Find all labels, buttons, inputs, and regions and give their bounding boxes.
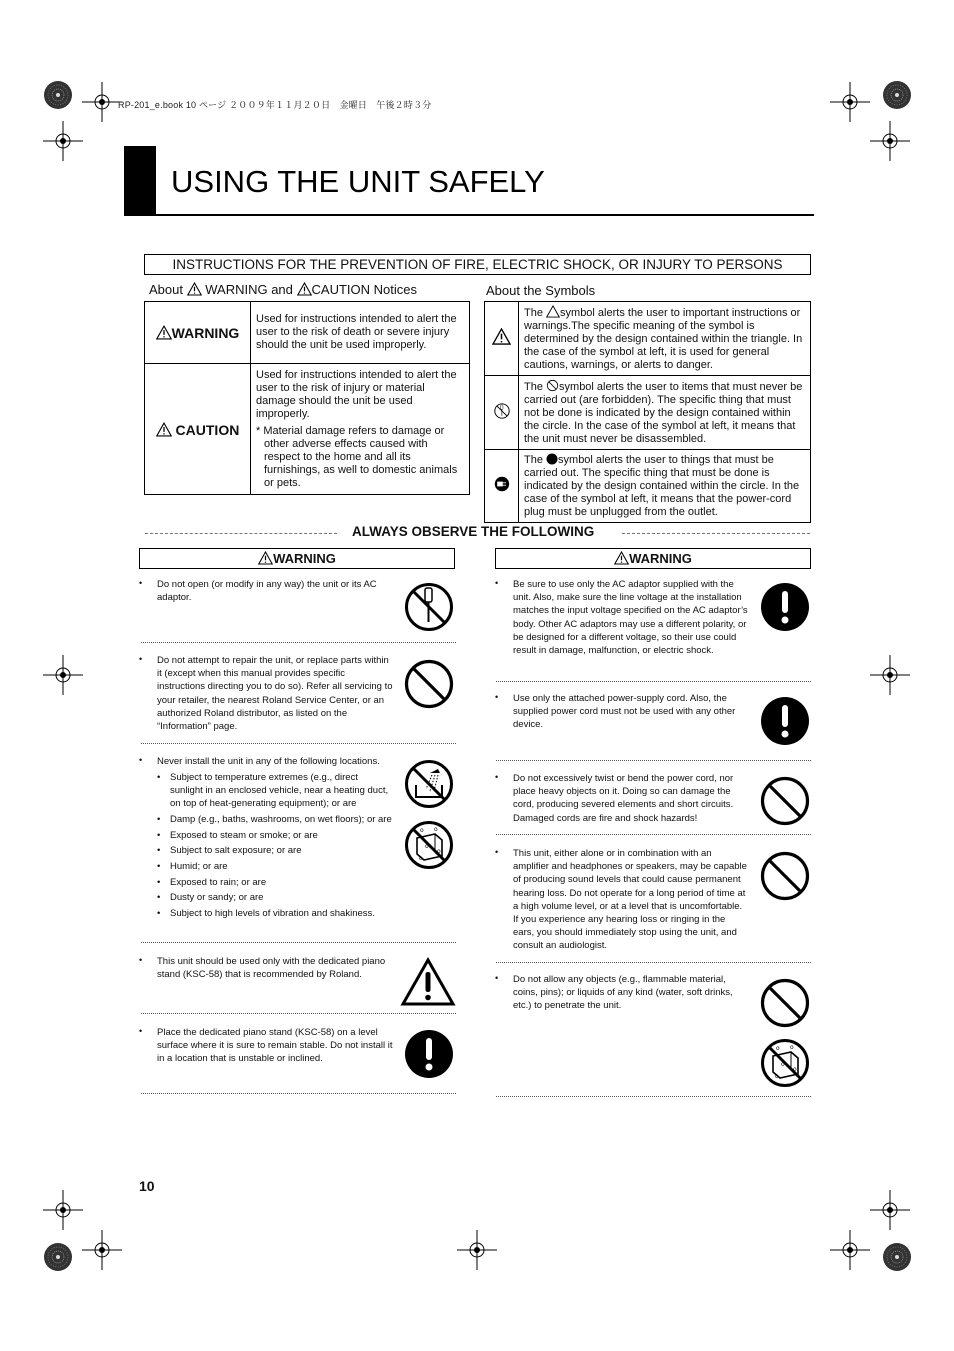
separator	[496, 760, 811, 761]
page-title: USING THE UNIT SAFELY	[171, 164, 545, 199]
warning-label-cell: WARNING	[145, 302, 251, 364]
item-text: Place the dedicated piano stand (KSC-58) on a level surface where it is sure to remain stable. Do not install it in a location that is unstable or inclined.	[157, 1027, 393, 1065]
registration-mark-icon	[43, 121, 83, 161]
separator	[141, 942, 456, 943]
page-number: 10	[139, 1178, 155, 1194]
separator	[622, 533, 810, 534]
warning-triangle-icon	[187, 282, 202, 296]
filled-circle-icon	[546, 453, 558, 465]
mandatory-exclamation-icon	[760, 582, 810, 632]
registration-mark-icon	[870, 121, 910, 161]
symbols-table	[484, 301, 811, 523]
registration-mark-icon	[870, 655, 910, 695]
item-text: Be sure to use only the AC adaptor supplied with the unit. Also, make sure the line voltage at the installation matches the input voltage specified on the AC adaptor’s body. Other AC adaptors may use a different polarity, or be designed for a different voltage, so their use could result in damage, malfunction, or electric shock.	[513, 579, 748, 657]
no-shower-icon	[404, 759, 454, 809]
registration-mark-icon	[870, 1190, 910, 1230]
warning-triangle-icon	[297, 282, 312, 296]
title-rule	[124, 214, 814, 216]
no-water-icon	[760, 1038, 810, 1088]
registration-mark-icon	[830, 82, 870, 122]
about-symbols-label: About the Symbols	[486, 283, 596, 298]
registration-mark-icon	[882, 80, 912, 110]
triangle-description: The symbol alerts the user to important instructions or warnings.The specific meaning of the symbol is determined by the design contained within the triangle. In the case of the symbol at left, it is used for general cautions, warnings, or alerts to danger.	[519, 302, 811, 376]
prohibit-description: The symbol alerts the user to items that must never be carried out (are forbidden). The specific thing that must not be done is indicated by the design contained within the circle. In the case of the symbol at left, it means that the unit must never be disassembled.	[519, 376, 811, 450]
separator	[496, 962, 811, 963]
triangle-symbol-cell	[485, 302, 519, 376]
about-notices-label: About WARNING and CAUTION Notices	[149, 282, 417, 297]
registration-mark-icon	[43, 80, 73, 110]
warning-description: Used for instructions intended to alert the user to the risk of death or severe injury should the unit be used improperly.	[251, 302, 470, 364]
prohibited-icon	[404, 659, 454, 709]
instructions-heading: INSTRUCTIONS FOR THE PREVENTION OF FIRE, ELECTRIC SHOCK, OR INJURY TO PERSONS	[144, 254, 811, 275]
mandatory-symbol-cell	[485, 450, 519, 523]
registration-mark-icon	[882, 1242, 912, 1272]
prohibited-icon	[546, 379, 559, 392]
caution-description	[251, 364, 470, 495]
item-text: Do not allow any objects (e.g., flammable material, coins, pins); or liquids of any kind (water, soft drinks, etc.) to penetrate the unit.	[513, 974, 733, 1012]
caution-note: * Material damage refers to damage or other adverse effects caused with respect to the home and all its furnishings, as well to domestic animals or pets.	[256, 424, 458, 489]
item-text: This unit should be used only with the dedicated piano stand (KSC-58) that is recommended by Roland.	[157, 956, 386, 981]
no-disassemble-icon	[494, 403, 510, 419]
registration-mark-icon	[82, 82, 122, 122]
title-bar	[124, 146, 156, 216]
caution-text: Used for instructions intended to alert the user to the risk of injury or material damage should the unit be used improperly.	[256, 368, 457, 420]
mandatory-description: The symbol alerts the user to things that must be carried out. The specific thing that must be done is indicated by the design contained within the circle. In the case of the symbol at left, it means that the power-cord plug must be unplugged from the outlet.	[519, 450, 811, 523]
registration-mark-icon	[82, 1230, 122, 1270]
registration-mark-icon	[43, 1190, 83, 1230]
mandatory-exclamation-icon	[760, 696, 810, 746]
unplug-icon	[494, 476, 510, 492]
separator	[141, 1093, 456, 1094]
prohibited-icon	[760, 776, 810, 826]
notices-table	[144, 301, 470, 495]
item-text: This unit, either alone or in combination with an amplifier and headphones or speakers, may be capable of producing sound levels that could cause permanent hearing loss. Do not operate for a long period of time at a high volume level, or at a level that is uncomfortable. If you experience any hearing loss or ringing in the ears, you should immediately stop using the unit, and consult an audiologist.	[513, 848, 747, 952]
warning-header-right: WARNING	[495, 548, 811, 569]
print-header: RP-201_e.book 10 ページ ２００９年１１月２０日 金曜日 午後２時３分	[118, 100, 432, 110]
separator	[141, 642, 456, 643]
warning-triangle-icon	[614, 551, 629, 565]
item-text: Do not excessively twist or bend the power cord, nor place heavy objects on it. Doing so can damage the cord, producing severed elements and short circuits. Damaged cords are fire and shock hazards!	[513, 773, 734, 824]
separator	[496, 834, 811, 835]
item-text: Use only the attached power-supply cord. Also, the supplied power cord must not be used with any other device.	[513, 693, 736, 731]
item-text: Never install the unit in any of the following locations. • Subject to temperature extremes (e.g., direct sunlight in an enclosed vehicle, near a heating duct, on top of heat-generating equipment); or are • Damp (e.g., baths, washrooms, on wet floors); or are • Exposed to steam or smoke; or are • Subject to salt exposure; or are • Humid; or are • Exposed to rain; or are • Dusty or sandy; or are • Subject to high levels of vibration and shakiness.	[157, 755, 393, 920]
registration-mark-icon	[43, 1242, 73, 1272]
prohibited-icon	[760, 978, 810, 1028]
triangle-outline-icon	[546, 305, 560, 318]
warning-triangle-icon	[156, 422, 172, 437]
separator	[496, 1096, 811, 1097]
warning-header-left: WARNING	[139, 548, 455, 569]
separator	[496, 681, 811, 682]
warning-triangle-icon	[258, 551, 273, 565]
no-water-icon	[404, 820, 454, 870]
warning-triangle-icon	[156, 325, 172, 340]
separator	[141, 743, 456, 744]
prohibited-icon	[760, 851, 810, 901]
registration-mark-icon	[830, 1230, 870, 1270]
prohibit-symbol-cell	[485, 376, 519, 450]
always-observe-heading: ALWAYS OBSERVE THE FOLLOWING	[352, 524, 595, 539]
separator	[141, 1013, 456, 1014]
registration-mark-icon	[43, 655, 83, 695]
no-disassemble-icon	[404, 582, 454, 632]
mandatory-exclamation-icon	[404, 1029, 454, 1079]
caution-label-cell: CAUTION	[145, 364, 251, 495]
warning-triangle-icon	[492, 328, 511, 345]
item-text: Do not open (or modify in any way) the unit or its AC adaptor.	[157, 579, 377, 604]
registration-mark-icon	[457, 1230, 497, 1270]
item-text: Do not attempt to repair the unit, or replace parts within it (except when this manual provides specific instructions directing you to do so). Refer all servicing to your retailer, the nearest Roland Service Center, or an authorized Roland distributor, as listed on the “Information” page.	[157, 655, 393, 733]
separator	[145, 533, 337, 534]
warning-triangle-icon	[400, 957, 456, 1007]
